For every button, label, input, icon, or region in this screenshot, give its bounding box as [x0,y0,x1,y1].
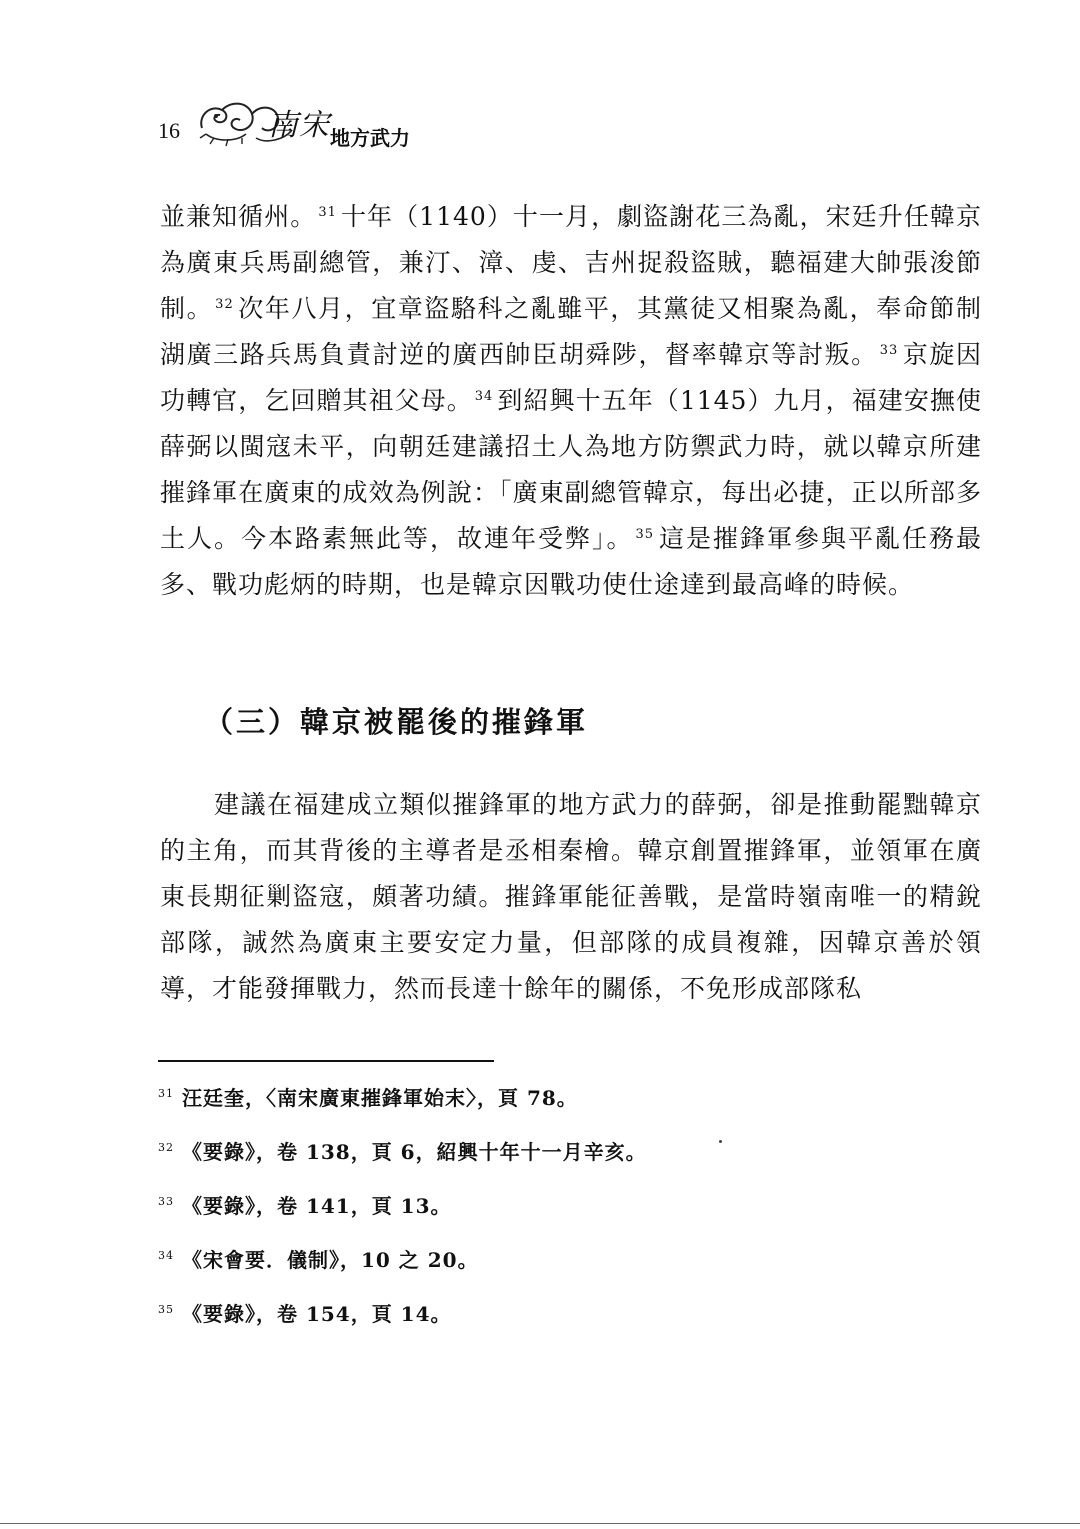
footnote-ref-35: 35 [635,526,655,542]
page-number: 16 [158,118,180,143]
footnote-number: 35 [158,1303,174,1317]
para1-text-3: 次年八月，宜章盜駱科之亂雖平，其黨徒又相聚為亂，奉命節制湖廣三路兵馬負責討逆的廣西帥臣胡舜陟，督率韓京等討叛。 [160,294,982,369]
para1-text-5: 到紹興十五年（1145）九月，福建安撫使薛弼以閩寇未平，向朝廷建議招土人為地方防禦武力時，就以韓京所建摧鋒軍在廣東的成效為例說：「廣東副總管韓京，每出必捷，正以所部多土人。今本路素無此等，故連年受弊」。 [160,386,982,553]
footnote-text: 《宋會要．儀制》，10 之 20。 [182,1248,479,1272]
scan-speck [719,1140,722,1143]
footnote-31 [158,1076,858,1130]
footnote-35 [158,1292,858,1346]
footnote-text: 《要錄》，卷 138，頁 6，紹興十年十一月辛亥。 [182,1140,647,1164]
paragraph-2: 建議在福建成立類似摧鋒軍的地方武力的薛弼，卻是推動罷黜韓京的主角，而其背後的主導者是丞相秦檜。韓京創置摧鋒軍，並領軍在廣東長期征剿盜寇，頗著功績。摧鋒軍能征善戰，是當時嶺南唯一的精銳部隊，誠然為廣東主要安定力量，但部隊的成員複雜，因韓京善於領導，才能發揮戰力，然而長達十餘年的關係，不免形成部隊私 [160,790,982,1003]
footnote-32 [158,1130,858,1184]
footnote-text: 汪廷奎，〈南宋廣東摧鋒軍始末〉，頁 78。 [182,1086,578,1110]
footnote-ref-32: 32 [215,296,234,312]
scan-edge-line [0,1523,1080,1524]
para1-text-6: 這是摧鋒軍參與平亂任務最多、戰功彪炳的時期，也是韓京因戰功使仕途達到最高峰的時候。 [160,524,982,599]
book-title-rest: 地方武力 [330,126,410,150]
footnote-text: 《要錄》，卷 141，頁 13。 [182,1194,452,1218]
section-heading: （三）韓京被罷後的摧鋒軍 [204,705,589,739]
page-header [158,88,558,158]
footnote-33 [158,1184,858,1238]
footnote-divider [158,1060,494,1062]
book-title-script: 南宋 [268,108,330,143]
footnote-ref-34: 34 [474,388,494,404]
footnote-34 [158,1238,858,1292]
para1-text-4: 京旋因功轉官，乞回贈其祖父母。 [160,340,982,415]
para1-text-1: 並兼知循州。 [160,202,317,231]
footnotes [158,1076,858,1346]
paragraph-1 [160,194,982,608]
footnote-number: 31 [158,1087,174,1101]
footnote-number: 34 [158,1249,174,1263]
footnote-ref-31: 31 [318,204,337,220]
para1-text-2: 十年（1140）十一月，劇盜謝花三為亂，宋廷升任韓京為廣東兵馬副總管，兼汀、漳、虔、吉州捉殺盜賊，聽福建大帥張浚節制。 [160,202,982,323]
footnote-text: 《要錄》，卷 154，頁 14。 [182,1302,452,1326]
footnote-ref-33: 33 [879,342,899,358]
footnote-number: 33 [158,1195,174,1209]
footnote-number: 32 [158,1141,174,1155]
